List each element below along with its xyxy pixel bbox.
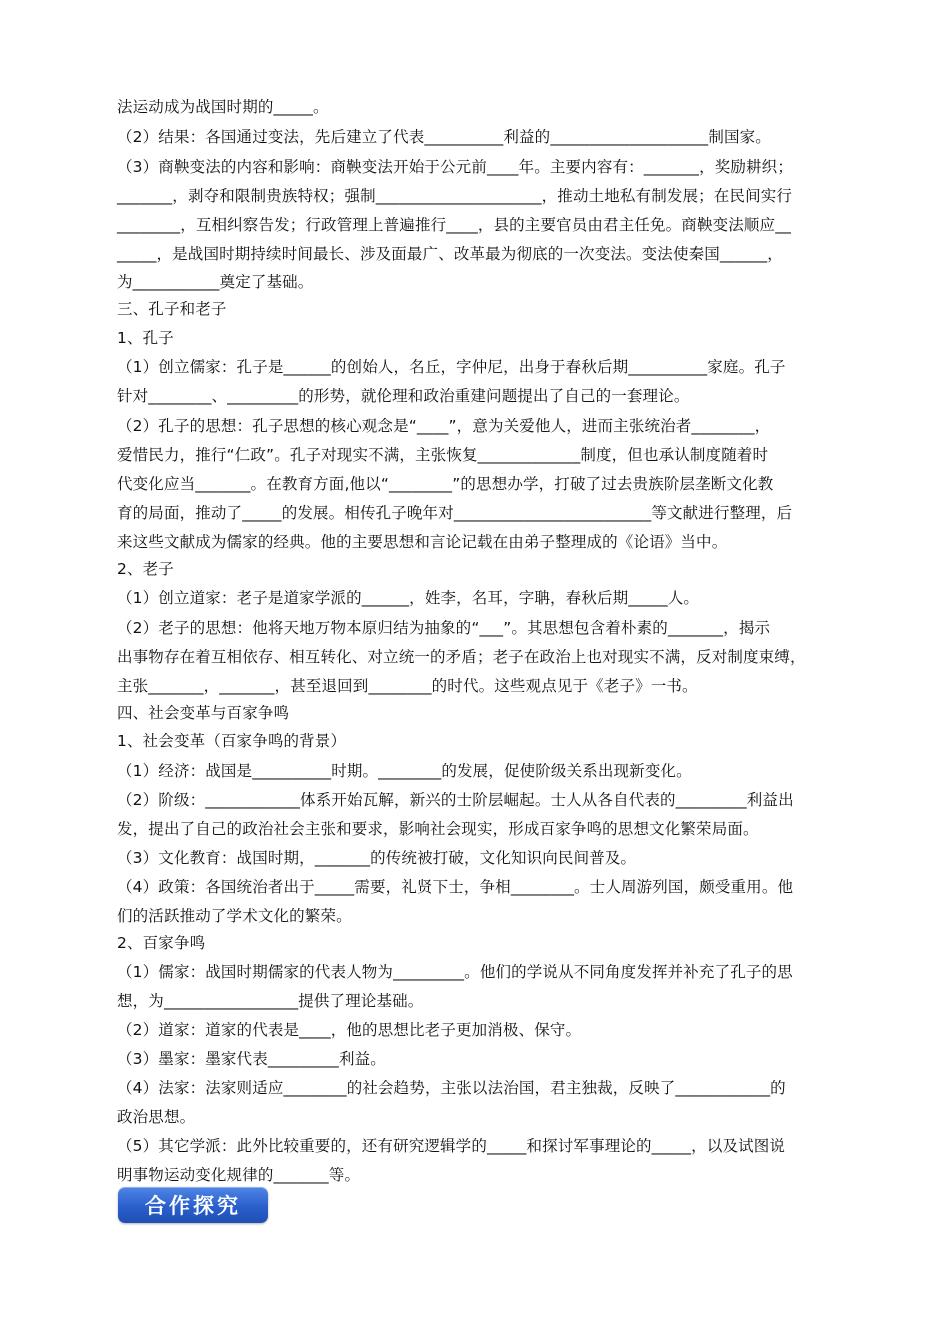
text-line: （2）孔子的思想：孔子思想的核心观念是“____”，意为关爱他人，进而主张统治者________， [117, 417, 771, 435]
text-line: 代变化应当_______。在教育方面,他以“________”的思想办学，打破了过去贵族阶层垄断文化教 [117, 475, 774, 493]
text-line: 主张_______，_______，甚至退回到________的时代。这些观点见于《老子》一书。 [117, 677, 698, 695]
subsection-heading: 2、老子 [117, 560, 174, 578]
text-line: 政治思想。 [117, 1108, 196, 1126]
text-line: （3）墨家：墨家代表_________利益。 [117, 1050, 386, 1068]
text-line: _____，是战国时期持续时间最长、涉及面最广、改革最为彻底的一次变法。变法使秦国______， [117, 245, 783, 263]
text-line: _______，剥夺和限制贵族特权；强制_____________________，推动土地私有制发展；在民间实行 [117, 187, 793, 205]
section-heading: 三、孔子和老子 [117, 300, 227, 318]
text-line: （1）创立道家：老子是道家学派的______，姓李，名耳，字聃，春秋后期_____人。 [117, 589, 700, 607]
text-line: 来这些文献成为儒家的经典。他的主要思想和言论记载在由弟子整理成的《论语》当中。 [117, 533, 728, 551]
text-line: （2）阶级：____________体系开始瓦解，新兴的士阶层崛起。士人从各自代表的_________利益出 [117, 791, 794, 809]
text-line: （1）经济：战国是__________时期。________的发展，促使阶级关系出现新变化。 [117, 762, 692, 780]
text-line: ________，互相纠察告发；行政管理上普遍推行____，县的主要官员由君主任免。商鞅变法顺应__ [117, 216, 792, 234]
text-line: 育的局面，推动了_____的发展。相传孔子晚年对_________________________等文献进行整理，后 [117, 504, 793, 522]
text-line: 想，为_________________提供了理论基础。 [117, 992, 424, 1010]
text-line: 爱惜民力，推行“仁政”。孔子对现实不满，主张恢复_____________制度，但也承认制度随着时 [117, 446, 769, 464]
text-line: （3）文化教育：战国时期，_______的传统被打破，文化知识向民间普及。 [117, 849, 637, 867]
text-line: 出事物存在着互相依存、相互转化、对立统一的矛盾；老子在政治上也对现实不满，反对制度束缚， [117, 648, 806, 666]
text-line: （3）商鞅变法的内容和影响：商鞅变法开始于公元前____年。主要内容有：_______，奖励耕织； [117, 158, 793, 176]
badge-label: 合作探究 [145, 1194, 241, 1218]
text-line: （2）结果：各国通过变法，先后建立了代表__________利益的____________________制国家。 [117, 128, 771, 146]
text-line: 们的活跃推动了学术文化的繁荣。 [117, 907, 352, 925]
text-line: （1）儒家：战国时期儒家的代表人物为_________。他们的学说从不同角度发挥并补充了孔子的思 [117, 963, 793, 981]
section-heading: 四、社会变革与百家争鸣 [117, 704, 290, 722]
text-line: 针对________、_________的形势，就伦理和政治重建问题提出了自己的一套理论。 [117, 387, 690, 405]
subsection-heading: 1、社会变革（百家争鸣的背景） [117, 732, 347, 750]
text-line: 为___________奠定了基础。 [117, 273, 314, 291]
subsection-heading: 2、百家争鸣 [117, 934, 206, 952]
subsection-heading: 1、孔子 [117, 329, 174, 347]
cooperative-inquiry-badge [118, 1187, 268, 1223]
text-line: （1）创立儒家：孔子是______的创始人，名丘，字仲尼，出身于春秋后期__________家庭。孔子 [117, 358, 786, 376]
text-line: （2）道家：道家的代表是____，他的思想比老子更加消极、保守。 [117, 1021, 582, 1039]
text-line: （4）法家：法家则适应________的社会趋势，主张以法治国，君主独裁，反映了____________的 [117, 1079, 786, 1097]
text-line: 发，提出了自己的政治社会主张和要求，影响社会现实，形成百家争鸣的思想文化繁荣局面。 [117, 820, 759, 838]
text-line: （4）政策：各国统治者出于_____需要，礼贤下士，争相________。士人周游列国，颇受重用。他 [117, 878, 794, 896]
text-line: （5）其它学派：此外比较重要的，还有研究逻辑学的_____和探讨军事理论的_____，以及试图说 [117, 1137, 786, 1155]
text-line: （2）老子的思想：他将天地万物本原归结为抽象的“___”。其思想包含着朴素的_______，揭示 [117, 619, 771, 637]
text-line: 明事物运动变化规律的_______等。 [117, 1166, 361, 1184]
text-line: 法运动成为战国时期的_____。 [117, 98, 329, 116]
